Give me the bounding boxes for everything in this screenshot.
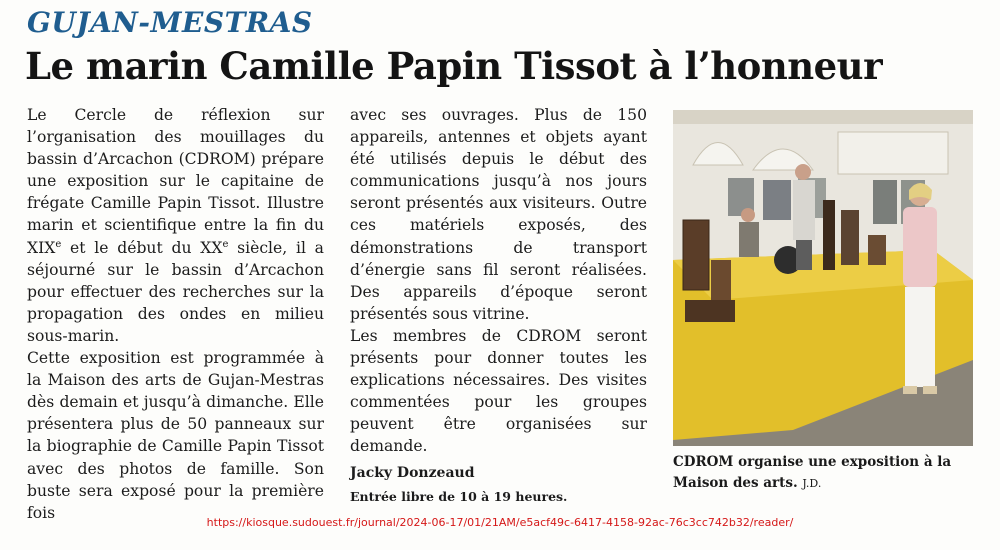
article-practical-info: Entrée libre de 10 à 19 heures. bbox=[350, 488, 568, 504]
paragraph-1-part-c: siècle, il a séjourné sur le bassin d’Arcachon pour effectuer des recherches sur la propagation des ondes en milieu sous-marin. bbox=[27, 238, 324, 345]
superscript-e: e bbox=[222, 238, 229, 250]
photo-caption-text: CDROM organise une exposition à la Maison des arts. bbox=[673, 454, 952, 491]
article-column-2 bbox=[350, 104, 647, 508]
article-author: Jacky Donzeaud bbox=[350, 464, 475, 481]
paragraph-1-part-a: Le Cercle de réflexion sur l’organisation des mouillages du bassin d’Arcachon (CDROM) prépare une exposition sur le capitaine de frégate Camille Papin Tissot. Illustre marin et scientifique entre la fin du XIX bbox=[27, 106, 324, 257]
article-kicker: GUJAN-MESTRAS bbox=[27, 6, 313, 39]
exhibition-photo-illustration bbox=[673, 110, 973, 446]
paragraph-3: avec ses ouvrages. Plus de 150 appareils, antennes et objets ayant été utilisés depuis le début des communications jusqu’à nos jours seront présentés aux visiteurs. Outre ces matériels exposés, des démonstrations de transport d’énergie sans fil seront réalisées. Des appareils d’époque seront présentés sous vitrine. bbox=[350, 106, 647, 323]
superscript-e: e bbox=[55, 238, 62, 250]
source-url[interactable]: https://kiosque.sudouest.fr/journal/2024-06-17/01/21AM/e5acf49c-6417-4158-92ac-76c3cc742b32/reader/ bbox=[206, 516, 794, 529]
paragraph-4: Les membres de CDROM seront présents pour donner toutes les explications nécessaires. Des visites commentées pour les groupes peuvent être organisées sur demande. bbox=[350, 326, 647, 456]
paragraph-1-part-b: et le début du XX bbox=[61, 238, 223, 257]
paragraph-1 bbox=[27, 104, 324, 347]
exhibition-photo bbox=[673, 110, 973, 446]
article-headline: Le marin Camille Papin Tissot à l’honneur bbox=[25, 44, 883, 88]
paragraph-2: Cette exposition est programmée à la Maison des arts de Gujan-Mestras dès demain et jusqu’à dimanche. Elle présentera plus de 50 panneaux sur la biographie de Camille Papin Tissot avec des photos de famille. Son buste sera exposé pour la première fois bbox=[27, 349, 324, 522]
photo-caption bbox=[673, 452, 973, 494]
article-column-1 bbox=[27, 104, 324, 524]
photo-credit: J.D. bbox=[802, 477, 822, 490]
